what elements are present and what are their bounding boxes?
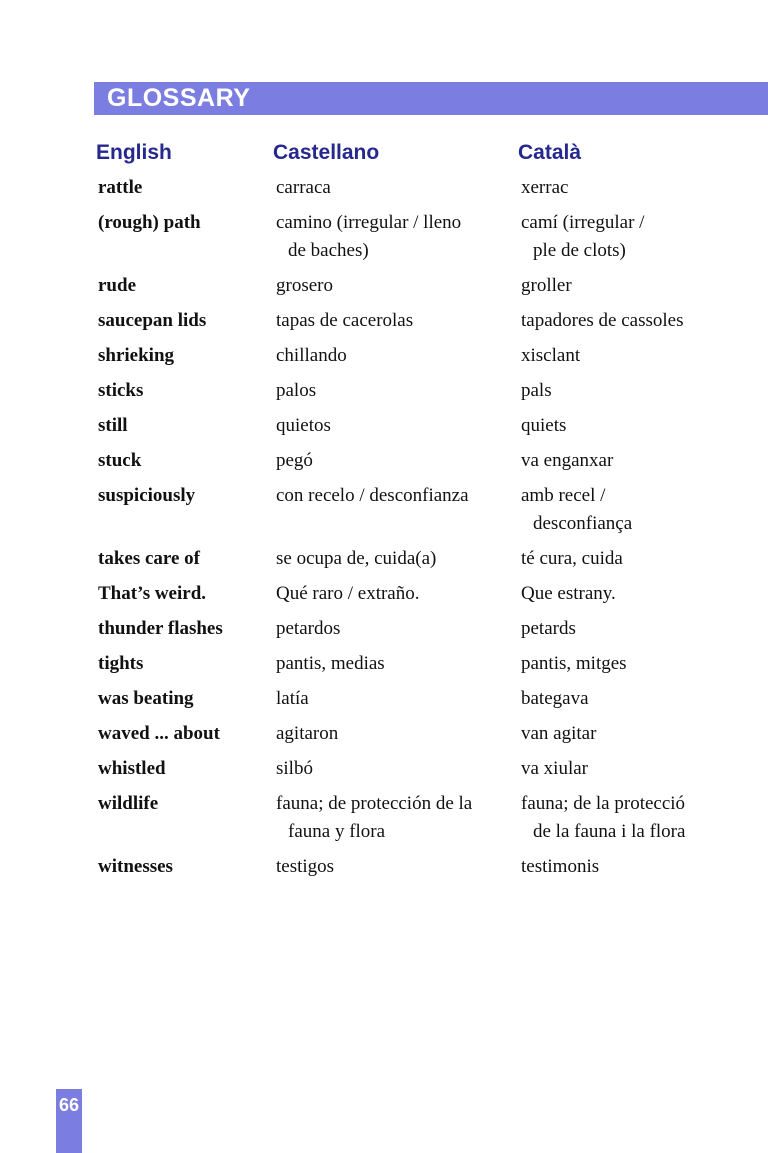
spanish-translation-line: silbó xyxy=(276,758,313,779)
english-term: waved ... about xyxy=(98,723,220,744)
english-term: shrieking xyxy=(98,345,175,366)
spanish-translation xyxy=(276,685,309,713)
spanish-translation-line: de baches) xyxy=(288,240,369,261)
spanish-translation-line: con recelo / desconfianza xyxy=(276,485,469,506)
catalan-translation-line: camí (irregular / xyxy=(521,212,645,233)
column-header-castellano: Castellano xyxy=(273,141,380,164)
catalan-translation-line: ple de clots) xyxy=(533,240,626,261)
spanish-translation-line: palos xyxy=(276,380,317,401)
spanish-translation xyxy=(276,615,340,643)
spanish-translation-line: petardos xyxy=(276,618,341,639)
english-term: wildlife xyxy=(98,793,159,814)
catalan-translation xyxy=(521,174,568,202)
english-term: whistled xyxy=(98,758,166,779)
spanish-translation xyxy=(276,755,313,783)
page-title: GLOSSARY xyxy=(107,84,251,112)
english-term: takes care of xyxy=(98,548,201,569)
catalan-translation xyxy=(521,272,572,300)
catalan-translation xyxy=(521,755,588,783)
catalan-translation-line: testimonis xyxy=(521,856,600,877)
spanish-translation xyxy=(276,482,469,510)
english-term: rude xyxy=(98,275,136,296)
catalan-translation xyxy=(521,209,644,265)
catalan-translation xyxy=(521,377,552,405)
catalan-translation-line: bategava xyxy=(521,688,589,709)
catalan-translation-line: groller xyxy=(521,275,572,296)
spanish-translation-line: pegó xyxy=(276,450,313,471)
english-term: tights xyxy=(98,653,144,674)
spanish-translation xyxy=(276,377,316,405)
catalan-translation xyxy=(521,482,632,538)
english-term: rattle xyxy=(98,177,143,198)
catalan-translation xyxy=(521,650,627,678)
catalan-translation-line: petards xyxy=(521,618,576,639)
catalan-translation-line: pals xyxy=(521,380,552,401)
catalan-translation xyxy=(521,307,684,335)
spanish-translation-line: grosero xyxy=(276,275,333,296)
catalan-translation-line: xisclant xyxy=(521,345,581,366)
spanish-translation-line: carraca xyxy=(276,177,331,198)
catalan-translation-line: quiets xyxy=(521,415,567,436)
catalan-translation xyxy=(521,790,685,846)
spanish-translation xyxy=(276,307,413,335)
english-term: still xyxy=(98,415,128,436)
spanish-translation xyxy=(276,272,333,300)
spanish-translation-line: se ocupa de, cuida(a) xyxy=(276,548,437,569)
spanish-translation-line: agitaron xyxy=(276,723,339,744)
catalan-translation-line: van agitar xyxy=(521,723,597,744)
spanish-translation-line: camino (irregular / lleno xyxy=(276,212,462,233)
spanish-translation xyxy=(276,412,331,440)
spanish-translation-line: latía xyxy=(276,688,309,709)
catalan-translation-line: tapadores de cassoles xyxy=(521,310,684,331)
catalan-translation-line: de la fauna i la flora xyxy=(533,821,686,842)
spanish-translation xyxy=(276,209,461,265)
spanish-translation xyxy=(276,447,313,475)
catalan-translation xyxy=(521,342,580,370)
catalan-translation-line: va enganxar xyxy=(521,450,614,471)
catalan-translation xyxy=(521,853,599,881)
page-number: 66 xyxy=(58,1095,80,1115)
spanish-translation xyxy=(276,853,334,881)
spanish-translation-line: fauna y flora xyxy=(288,821,386,842)
column-header-english: English xyxy=(96,141,172,164)
catalan-translation-line: desconfiança xyxy=(533,513,633,534)
spanish-translation-line: testigos xyxy=(276,856,335,877)
english-term: witnesses xyxy=(98,856,173,877)
catalan-translation xyxy=(521,615,576,643)
spanish-translation xyxy=(276,580,420,608)
catalan-translation-line: xerrac xyxy=(521,177,569,198)
column-header-catala: Català xyxy=(518,141,582,164)
english-term: thunder flashes xyxy=(98,618,223,639)
catalan-translation xyxy=(521,447,613,475)
spanish-translation xyxy=(276,174,331,202)
spanish-translation-line: pantis, medias xyxy=(276,653,385,674)
english-term: suspiciously xyxy=(98,485,196,506)
catalan-translation xyxy=(521,545,623,573)
catalan-translation-line: Que estrany. xyxy=(521,583,616,604)
glossary-banner xyxy=(94,82,768,115)
spanish-translation-line: fauna; de protección de la xyxy=(276,793,473,814)
english-term: That’s weird. xyxy=(98,583,207,604)
spanish-translation-line: chillando xyxy=(276,345,347,366)
catalan-translation xyxy=(521,412,566,440)
spanish-translation xyxy=(276,650,385,678)
catalan-translation xyxy=(521,580,616,608)
catalan-translation-line: pantis, mitges xyxy=(521,653,627,674)
english-term: sticks xyxy=(98,380,144,401)
catalan-translation xyxy=(521,720,596,748)
spanish-translation xyxy=(276,545,436,573)
spanish-translation-line: quietos xyxy=(276,415,331,436)
catalan-translation-line: fauna; de la protecció xyxy=(521,793,686,814)
page-number-tab xyxy=(56,1089,82,1153)
catalan-translation-line: va xiular xyxy=(521,758,589,779)
spanish-translation xyxy=(276,342,347,370)
catalan-translation-line: amb recel / xyxy=(521,485,606,506)
spanish-translation-line: Qué raro / extraño. xyxy=(276,583,420,604)
catalan-translation-line: té cura, cuida xyxy=(521,548,623,569)
spanish-translation-line: tapas de cacerolas xyxy=(276,310,414,331)
english-term: was beating xyxy=(98,688,194,709)
spanish-translation xyxy=(276,720,338,748)
english-term: (rough) path xyxy=(98,212,201,233)
spanish-translation xyxy=(276,790,472,846)
catalan-translation xyxy=(521,685,589,713)
english-term: saucepan lids xyxy=(98,310,207,331)
english-term: stuck xyxy=(98,450,142,471)
